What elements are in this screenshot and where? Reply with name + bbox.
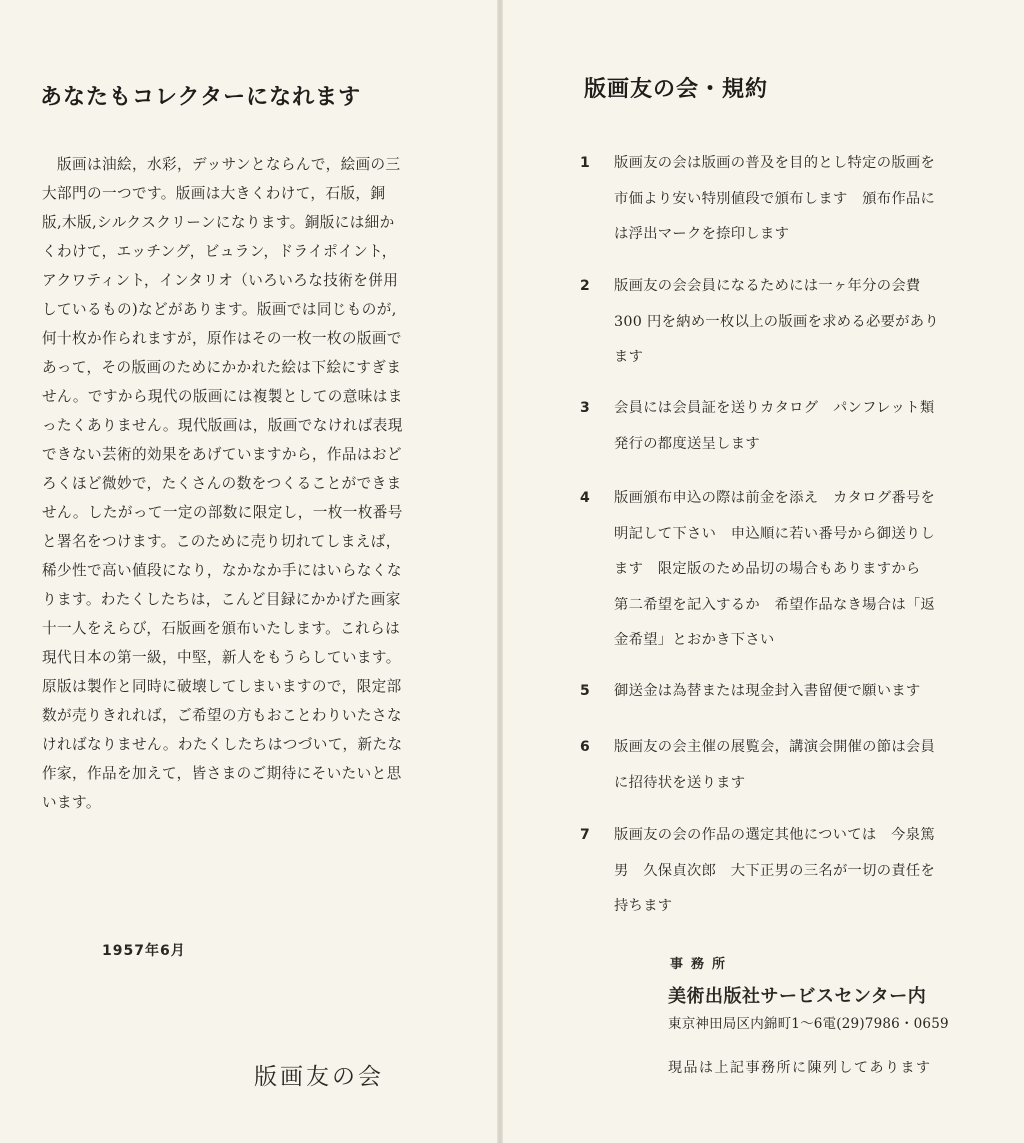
rule-number: 5	[580, 683, 590, 699]
body-line: ければなりません。わたくしたちはつづいて，新たな	[42, 736, 403, 753]
body-line: 十一人をえらび，石版画を頒布いたします。これらは	[42, 620, 401, 637]
rule-number: 3	[580, 400, 590, 416]
body-line: くわけて，エッチング，ビュラン，ドライポイント，	[42, 243, 397, 260]
body-line: ります。わたくしたちは，こんど目録にかかげた画家	[42, 591, 401, 608]
left-page-title: あなたもコレクターになれます	[40, 85, 362, 110]
body-line: 版画は油絵，水彩，デッサンとならんで，絵画の三	[42, 156, 401, 173]
rule-line: に招待状を送ります	[614, 774, 746, 791]
office-note: 現品は上記事務所に陳列してあります	[668, 1060, 932, 1076]
rule-line: 会員には会員証を送りカタログ パンフレット類	[614, 400, 935, 416]
body-line: と署名をつけます。このために売り切れてしまえば，	[42, 533, 401, 550]
rule-line: 男 久保貞次郎 大下正男の三名が一切の責任を	[614, 862, 936, 879]
rule-line: 版画友の会会員になるためには一ヶ年分の会費	[614, 278, 921, 294]
body-line: 数が売りきれれば，ご希望の方もおことわりいたさな	[42, 707, 402, 724]
rule-line: 版画友の会の作品の選定其他については 今泉篤	[614, 827, 935, 843]
body-line: 原版は製作と同時に破壊してしまいますので，限定部	[42, 678, 402, 695]
rule-number: 7	[580, 827, 590, 843]
rule-line: は浮出マークを捺印します	[614, 226, 790, 242]
date: 1957年6月	[102, 943, 186, 959]
rule-line: 版画友の会主催の展覧会，講演会開催の節は会員	[614, 739, 936, 755]
office-name: 美術出版社サービスセンター内	[668, 986, 927, 1007]
rule-number: 6	[580, 739, 590, 755]
rule-line: 持ちます	[614, 898, 673, 914]
rule-line: 金希望」とおかき下さい	[614, 632, 775, 648]
body-line: 何十枚か作られますが，原作はその一枚一枚の版画で	[42, 330, 402, 347]
rule-line: 版画頒布申込の際は前金を添え カタログ番号を	[614, 490, 936, 506]
rule-line: 第二希望を記入するか 希望作品なき場合は「返	[614, 596, 936, 613]
body-line: ろくほど微妙で，たくさんの数をつくることができま	[42, 475, 402, 492]
rule-line: 明記して下さい 申込順に若い番号から御送りし	[614, 525, 936, 542]
body-line: 大部門の一つです。版画は大きくわけて，石版，銅	[42, 185, 386, 202]
rule-line: ます 限定版のため品切の場合もありますから	[614, 561, 921, 577]
body-line: 稀少性で高い値段になり，なかなか手にはいらなくな	[42, 562, 402, 579]
rule-line: 御送金は為替または現金封入書留便で願います	[614, 683, 921, 699]
rule-number: 2	[580, 278, 590, 294]
body-line: 現代日本の第一級，中堅，新人をもうらしています。	[42, 649, 401, 666]
office-address: 東京神田局区内錦町1〜6電(29)7986・0659	[668, 1016, 949, 1032]
body-line: あって，その版画のためにかかれた絵は下絵にすぎま	[42, 359, 402, 376]
rule-line: 発行の都度送呈します	[614, 435, 760, 452]
body-line: アクワティント，インタリオ（いろいろな技術を併用	[42, 272, 399, 289]
body-line: しているもの)などがあります。版画では同じものが,	[42, 301, 397, 318]
body-line: います。	[42, 794, 101, 811]
rule-number: 4	[580, 490, 590, 506]
body-line: できない芸術的効果をあげていますから，作品はおど	[42, 446, 402, 463]
body-line: せん。ですから現代の版画には複製としての意味はま	[42, 388, 403, 405]
rule-line: 市価より安い特別値段で頒布します 頒布作品に	[614, 190, 936, 207]
rule-number: 1	[580, 155, 590, 171]
rule-line: ます	[614, 349, 644, 365]
body-line: 作家，作品を加えて，皆さまのご期待にそいたいと思	[42, 765, 402, 782]
office-label: 事務所	[670, 957, 734, 972]
body-line: ったくありません。現代版画は，版画でなければ表現	[42, 417, 403, 434]
body-line: 版,木版,シルクスクリーンになります。銅版には細か	[42, 214, 395, 231]
rules-title: 版画友の会・規約	[584, 77, 769, 102]
rule-line: 版画友の会は版画の普及を目的とし特定の版画を	[614, 155, 936, 171]
rule-line: 300 円を納め一枚以上の版画を求める必要があり	[614, 313, 939, 330]
signature: 版画友の会	[254, 1064, 384, 1090]
body-line: せん。したがって一定の部数に限定し，一枚一枚番号	[42, 504, 403, 521]
